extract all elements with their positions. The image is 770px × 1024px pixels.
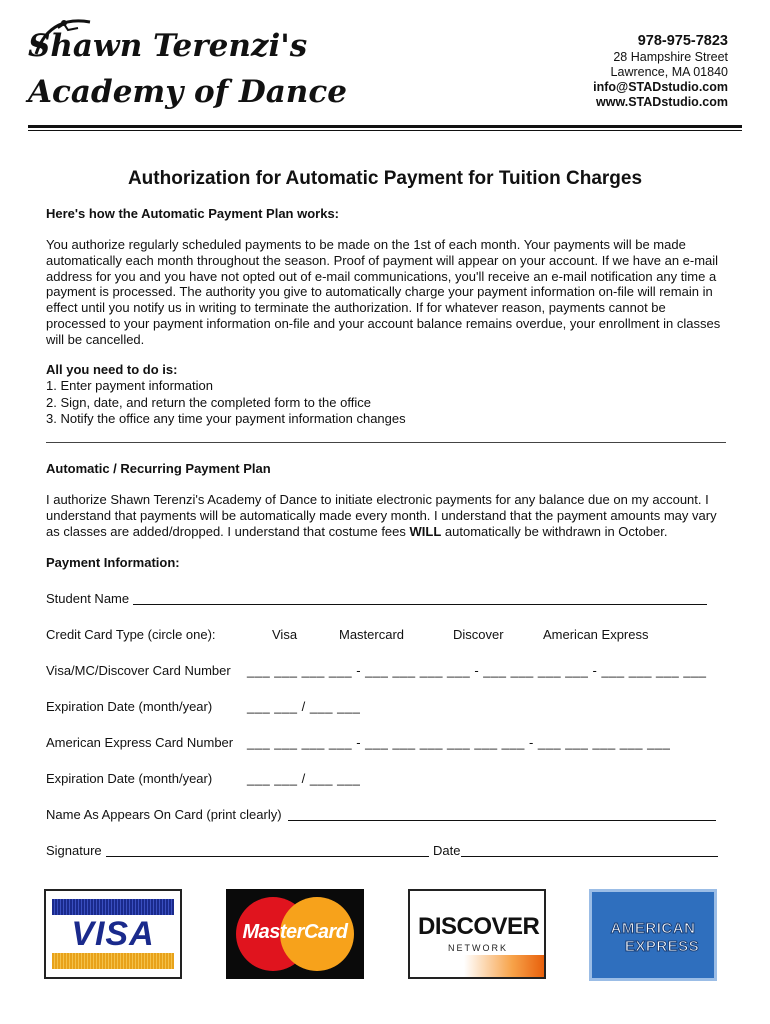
- mastercard-logo: [226, 889, 364, 979]
- todo-step-3: 3. Notify the office any time your payment information changes: [46, 411, 406, 426]
- payment-info-heading: Payment Information:: [46, 555, 180, 570]
- how-it-works-heading: Here's how the Automatic Payment Plan works:: [46, 206, 340, 221]
- date-label: Date: [433, 843, 461, 858]
- logo-text-line1: Shawn Terenzi's: [28, 28, 308, 64]
- card-type-label: Credit Card Type (circle one):: [46, 627, 216, 642]
- mastercard-wordmark: MasterCard: [242, 921, 348, 943]
- header-divider-thin: [28, 130, 742, 131]
- plan-heading: Automatic / Recurring Payment Plan: [46, 461, 271, 476]
- name-on-card-field[interactable]: [288, 808, 716, 821]
- signature-field[interactable]: [106, 844, 429, 857]
- email-address: info@STADstudio.com: [593, 80, 728, 94]
- todo-step-1: 1. Enter payment information: [46, 378, 213, 393]
- discover-wordmark: DISCOVER: [418, 913, 540, 940]
- expiration-field-1[interactable]: ___ ___ / ___ ___: [247, 699, 361, 714]
- student-name-label: Student Name: [46, 591, 130, 606]
- expiration-label-2: Expiration Date (month/year): [46, 771, 213, 786]
- plan-paragraph: [46, 492, 728, 539]
- student-name-row: [46, 591, 129, 607]
- visa-logo: [44, 889, 182, 979]
- discover-network-text: NETWORK: [448, 943, 508, 953]
- page-title: Authorization for Automatic Payment for Tuition Charges: [127, 168, 643, 189]
- discover-orange-band: [464, 955, 544, 977]
- plan-text-before: I authorize Shawn Terenzi's Academy of Dance to initiate electronic payments for any balance due on my account. I understand that payments will be automatically made every month. I understand that the payment amounts may vary as classes are added/dropped. I understand that costume fees: [46, 492, 717, 539]
- todo-heading: All you need to do is:: [46, 362, 178, 377]
- how-it-works-paragraph: You authorize regularly scheduled payments to be made on the 1st of each month. Your payments will be made automatically each month throughout the season. Proof of payment will appear on your account. If we have an e-mail address for you and you have not opted out of e-mail communications, you'll receive an e-mail notification any time a payment is processed. The authority you give to automatically charge your payment information on-file will remain in effect until you notify us in writing to terminate the authorization. If for whatever reason, payments cannot be processed to your payment information on-file and your account balance remains overdue, your enrollment in classes will be cancelled.: [46, 237, 721, 347]
- expiration-label-1: Expiration Date (month/year): [46, 699, 213, 714]
- student-name-field[interactable]: [133, 592, 707, 605]
- amex-wordmark-line2: EXPRESS: [624, 938, 700, 955]
- logo-text-line2: Academy of Dance: [28, 74, 347, 110]
- section-divider: [46, 442, 726, 443]
- signature-label: Signature: [46, 843, 102, 858]
- amex-number-label: American Express Card Number: [46, 735, 234, 750]
- visa-gold-band: [52, 953, 174, 969]
- plan-text-bold: WILL: [409, 523, 442, 539]
- expiration-field-2[interactable]: ___ ___ / ___ ___: [247, 771, 361, 786]
- amex-logo: [589, 889, 717, 981]
- discover-logo: [408, 889, 546, 979]
- card-option-visa[interactable]: Visa: [272, 627, 298, 642]
- visa-blue-band: [52, 899, 174, 915]
- date-field[interactable]: [461, 844, 718, 857]
- header-divider-thick: [28, 125, 742, 128]
- address-line2: Lawrence, MA 01840: [610, 65, 728, 79]
- todo-step-2: 2. Sign, date, and return the completed form to the office: [46, 395, 371, 410]
- phone-number: 978-975-7823: [637, 33, 728, 49]
- amex-number-field[interactable]: ___ ___ ___ ___ - ___ ___ ___ ___ ___ ___ - ___ ___ ___ ___ ___: [247, 735, 671, 750]
- card-option-discover[interactable]: Discover: [453, 627, 504, 642]
- academy-logo: [28, 14, 347, 114]
- visa-wordmark: VISA: [71, 915, 155, 953]
- website-url: www.STADstudio.com: [596, 95, 728, 109]
- vmd-number-field[interactable]: ___ ___ ___ ___ - ___ ___ ___ ___ - ___ ___ ___ ___ - ___ ___ ___ ___: [247, 663, 707, 678]
- card-option-mastercard[interactable]: Mastercard: [339, 627, 405, 642]
- card-option-american-express[interactable]: American Express: [543, 627, 649, 642]
- name-on-card-label: Name As Appears On Card (print clearly): [46, 807, 282, 822]
- vmd-number-label: Visa/MC/Discover Card Number: [46, 663, 231, 678]
- address-line1: 28 Hampshire Street: [613, 50, 728, 64]
- amex-wordmark-line1: AMERICAN: [610, 920, 696, 937]
- plan-text-after: automatically be withdrawn in October.: [441, 523, 668, 539]
- contact-block: [593, 32, 728, 110]
